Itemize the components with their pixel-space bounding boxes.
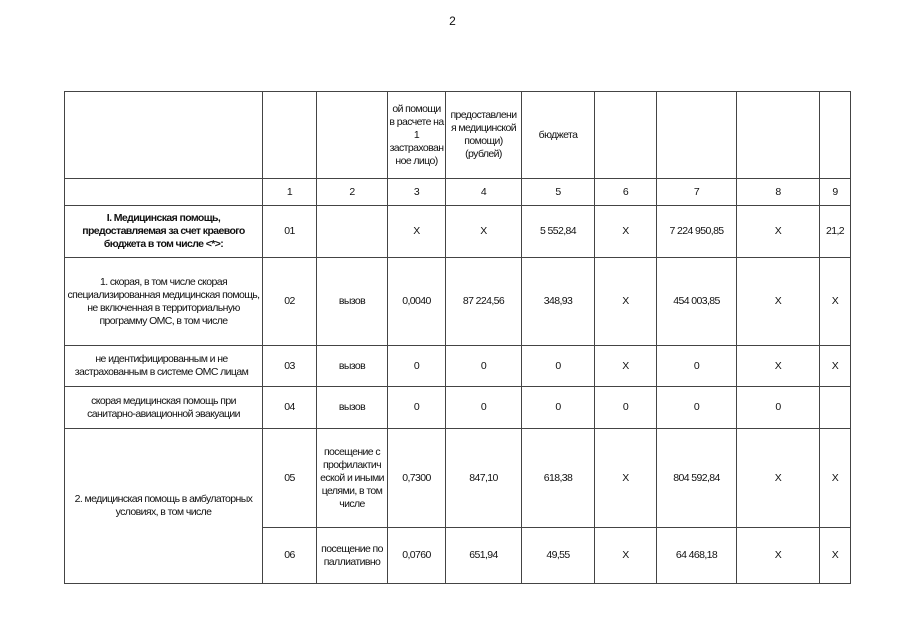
row-value: Х bbox=[737, 528, 820, 584]
row-value: Х bbox=[595, 429, 657, 528]
header-cell-name bbox=[65, 92, 263, 179]
row-value: 0 bbox=[388, 346, 446, 387]
table-row bbox=[65, 206, 851, 258]
row-value: 7 224 950,85 bbox=[657, 206, 737, 258]
row-code: 02 bbox=[263, 258, 317, 346]
row-value: 618,38 bbox=[522, 429, 595, 528]
row-value: 0,0040 bbox=[388, 258, 446, 346]
row-unit: вызов bbox=[317, 346, 388, 387]
budget-table bbox=[64, 91, 851, 584]
row-value: 0 bbox=[657, 387, 737, 429]
row-value bbox=[820, 387, 851, 429]
row-value: 0,7300 bbox=[388, 429, 446, 528]
column-number: 7 bbox=[657, 179, 737, 206]
header-cell-9 bbox=[820, 92, 851, 179]
header-cell-budget: бюджета bbox=[522, 92, 595, 179]
row-code: 06 bbox=[263, 528, 317, 584]
row-code: 04 bbox=[263, 387, 317, 429]
row-value: 651,94 bbox=[446, 528, 522, 584]
column-number: 2 bbox=[317, 179, 388, 206]
row-name: I. Медицинская помощь, предоставляемая за счет краевого бюджета в том числе <*>: bbox=[65, 206, 263, 258]
header-cell-code bbox=[263, 92, 317, 179]
row-value: 0 bbox=[595, 387, 657, 429]
row-value: Х bbox=[820, 429, 851, 528]
column-number-blank bbox=[65, 179, 263, 206]
row-value: Х bbox=[595, 346, 657, 387]
row-name: скорая медицинская помощь при санитарно-авиационной эвакуации bbox=[65, 387, 263, 429]
row-value: Х bbox=[737, 258, 820, 346]
row-code: 01 bbox=[263, 206, 317, 258]
row-value: Х bbox=[737, 206, 820, 258]
row-value: 0 bbox=[737, 387, 820, 429]
row-value: 0 bbox=[446, 346, 522, 387]
row-value: Х bbox=[820, 346, 851, 387]
header-cell-volume: ой помощи в расчете на 1 застрахован ное лицо) bbox=[388, 92, 446, 179]
header-cell-6 bbox=[595, 92, 657, 179]
header-cell-cost: предоставлени я медицинской помощи) (рублей) bbox=[446, 92, 522, 179]
page-number: 2 bbox=[449, 14, 456, 28]
row-value: Х bbox=[595, 528, 657, 584]
row-unit: посещение по паллиативно bbox=[317, 528, 388, 584]
header-cell-8 bbox=[737, 92, 820, 179]
row-value: 0 bbox=[388, 387, 446, 429]
row-name: 1. скорая, в том числе скорая специализированная медицинская помощь, не включенная в территориальную программу ОМС, в том числе bbox=[65, 258, 263, 346]
header-cell-unit bbox=[317, 92, 388, 179]
row-value: 64 468,18 bbox=[657, 528, 737, 584]
row-value: Х bbox=[820, 528, 851, 584]
row-code: 05 bbox=[263, 429, 317, 528]
row-unit: вызов bbox=[317, 387, 388, 429]
row-value: 454 003,85 bbox=[657, 258, 737, 346]
column-number: 6 bbox=[595, 179, 657, 206]
row-unit: вызов bbox=[317, 258, 388, 346]
row-value: 0,0760 bbox=[388, 528, 446, 584]
table-row bbox=[65, 387, 851, 429]
row-value: Х bbox=[820, 258, 851, 346]
row-value: 804 592,84 bbox=[657, 429, 737, 528]
row-value: 348,93 bbox=[522, 258, 595, 346]
row-value: Х bbox=[595, 206, 657, 258]
table-row bbox=[65, 346, 851, 387]
row-value: Х bbox=[595, 258, 657, 346]
row-value: Х bbox=[446, 206, 522, 258]
column-number: 8 bbox=[737, 179, 820, 206]
column-number-row bbox=[65, 179, 851, 206]
column-number: 5 bbox=[522, 179, 595, 206]
header-row bbox=[65, 92, 851, 179]
row-value: 0 bbox=[446, 387, 522, 429]
row-value: Х bbox=[737, 346, 820, 387]
row-value: 5 552,84 bbox=[522, 206, 595, 258]
row-name: не идентифицированным и не застрахованным в системе ОМС лицам bbox=[74, 353, 249, 378]
row-value: 87 224,56 bbox=[446, 258, 522, 346]
column-number: 4 bbox=[446, 179, 522, 206]
header-cell-7 bbox=[657, 92, 737, 179]
row-value: 0 bbox=[522, 346, 595, 387]
row-unit: посещение с профилактич еской и иными целями, в том числе bbox=[317, 429, 388, 528]
row-value: 21,2 bbox=[820, 206, 851, 258]
row-value: 847,10 bbox=[446, 429, 522, 528]
row-unit bbox=[317, 206, 388, 258]
row-value: Х bbox=[388, 206, 446, 258]
table-row bbox=[65, 429, 851, 528]
column-number: 3 bbox=[388, 179, 446, 206]
row-value: Х bbox=[737, 429, 820, 528]
row-code: 03 bbox=[263, 346, 317, 387]
column-number: 9 bbox=[820, 179, 851, 206]
column-number: 1 bbox=[263, 179, 317, 206]
row-value: 49,55 bbox=[522, 528, 595, 584]
row-value: 0 bbox=[657, 346, 737, 387]
row-value: 0 bbox=[522, 387, 595, 429]
row-name-cell bbox=[65, 346, 263, 387]
table-row bbox=[65, 258, 851, 346]
row-name: 2. медицинская помощь в амбулаторных условиях, в том числе bbox=[65, 429, 263, 584]
